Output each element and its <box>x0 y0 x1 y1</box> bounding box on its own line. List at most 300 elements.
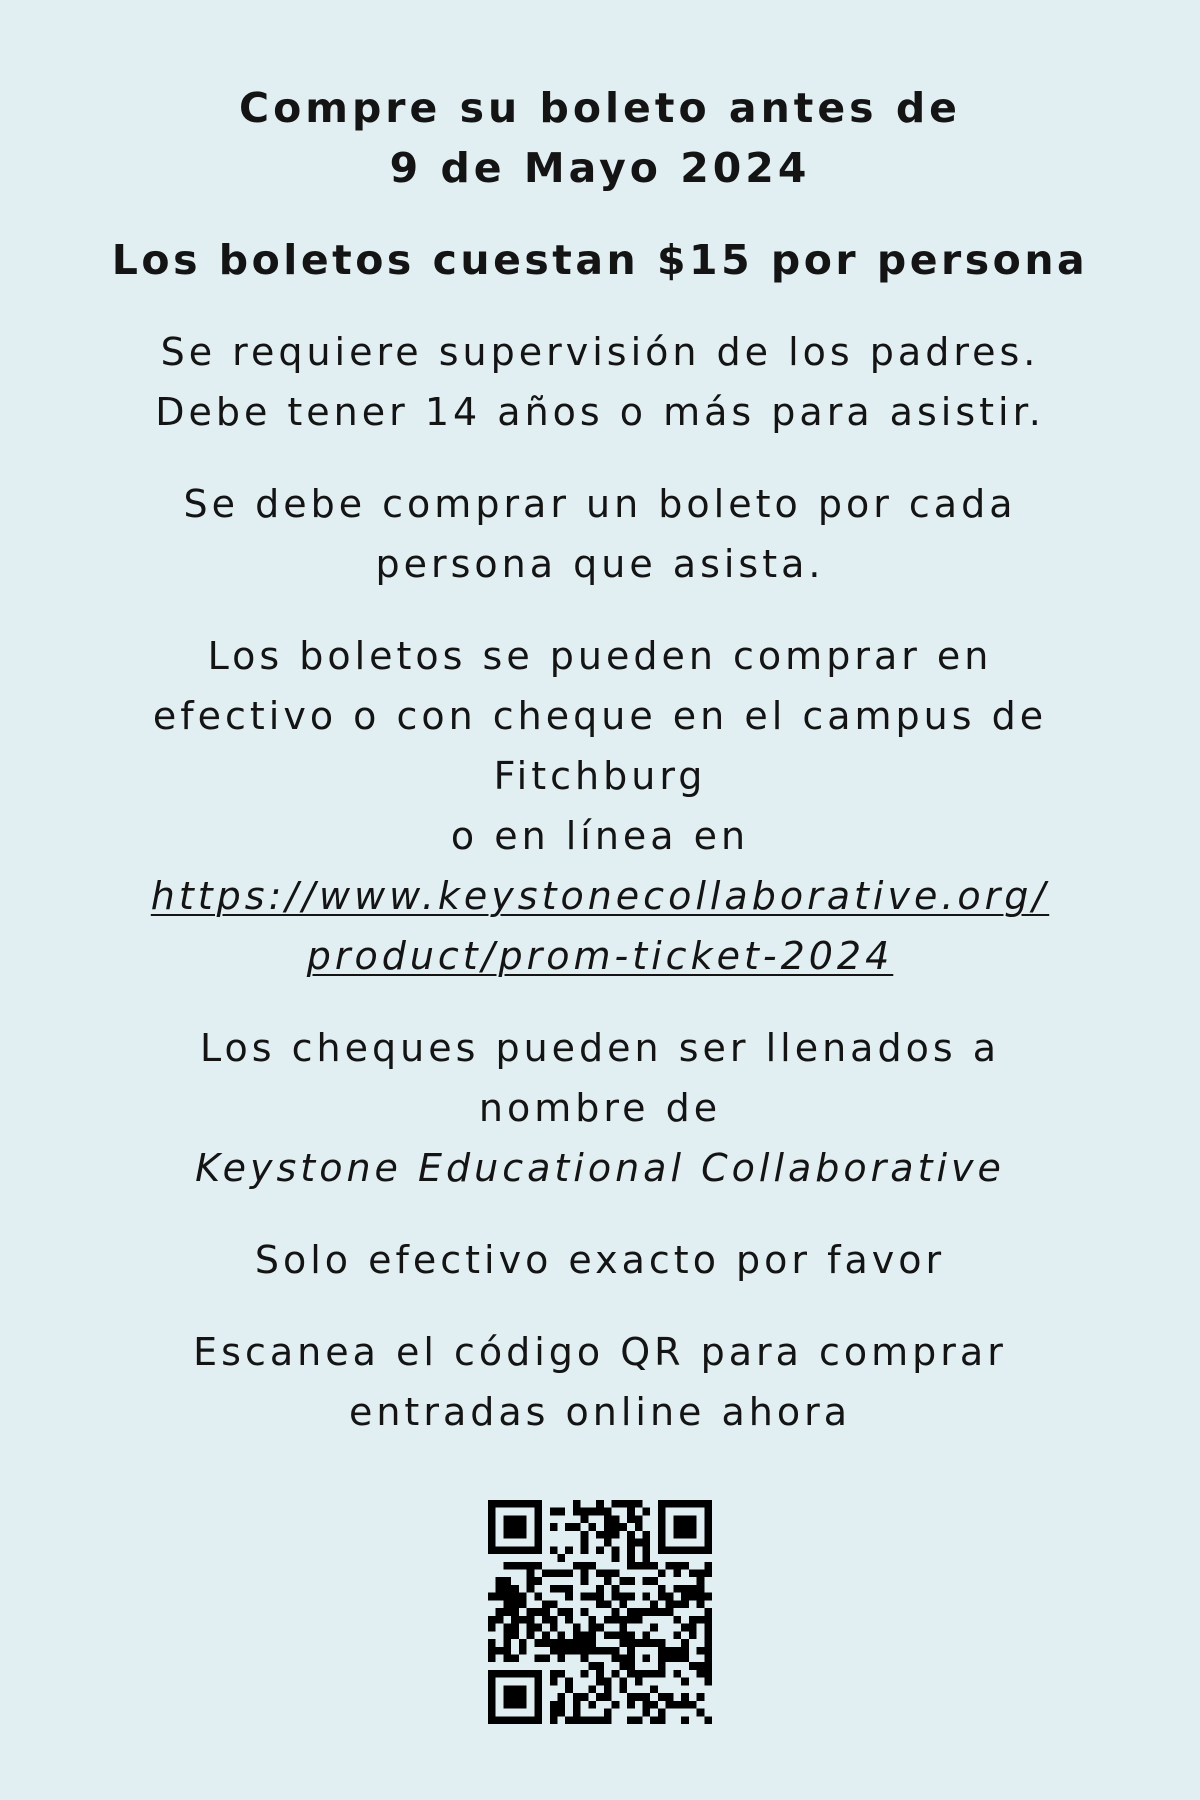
qr-module <box>558 1570 566 1578</box>
qr-module <box>558 1701 566 1709</box>
qr-module <box>573 1562 581 1570</box>
qr-module <box>635 1693 643 1701</box>
supervision-line-1: Se requiere supervisión de los padres. <box>160 330 1040 374</box>
qr-module <box>627 1662 635 1670</box>
qr-module <box>542 1631 550 1639</box>
qr-module <box>511 1716 519 1724</box>
qr-module <box>642 1654 650 1662</box>
qr-module <box>565 1523 573 1531</box>
qr-module <box>550 1670 558 1678</box>
qr-module <box>542 1616 550 1624</box>
qr-module <box>596 1600 604 1608</box>
qr-module <box>558 1670 566 1678</box>
qr-module <box>697 1662 705 1670</box>
qr-module <box>558 1554 566 1562</box>
qr-module <box>588 1662 596 1670</box>
qr-module <box>511 1600 519 1608</box>
qr-module <box>527 1500 535 1508</box>
qr-module <box>642 1577 650 1585</box>
qr-module <box>673 1701 681 1709</box>
qr-module <box>612 1515 620 1523</box>
qr-module <box>619 1593 627 1601</box>
qr-module <box>488 1685 496 1693</box>
qr-module <box>612 1546 620 1554</box>
qr-module <box>496 1670 504 1678</box>
ticket-link-line-2[interactable]: product/prom-ticket-2024 <box>306 934 894 978</box>
qr-module <box>558 1647 566 1655</box>
qr-module <box>697 1570 705 1578</box>
qr-module <box>588 1631 596 1639</box>
qr-module <box>704 1546 712 1554</box>
qr-module <box>635 1608 643 1616</box>
qr-module <box>619 1523 627 1531</box>
qr-code-graphic <box>488 1500 712 1724</box>
qr-module <box>704 1639 712 1647</box>
qr-module <box>642 1562 650 1570</box>
qr-module <box>666 1654 674 1662</box>
qr-module <box>503 1639 511 1647</box>
qr-module <box>704 1508 712 1516</box>
qr-module <box>511 1585 519 1593</box>
supervision-requirement <box>50 322 1150 442</box>
qr-module <box>596 1647 604 1655</box>
qr-module <box>488 1654 496 1662</box>
qr-module <box>596 1593 604 1601</box>
qr-module <box>619 1624 627 1632</box>
qr-module <box>612 1570 620 1578</box>
qr-module <box>519 1546 527 1554</box>
qr-module <box>704 1500 712 1508</box>
qr-module <box>519 1500 527 1508</box>
qr-module <box>681 1678 689 1686</box>
qr-module <box>488 1531 496 1539</box>
qr-module <box>704 1570 712 1578</box>
qr-module <box>503 1624 511 1632</box>
qr-module <box>488 1546 496 1554</box>
qr-module <box>581 1631 589 1639</box>
qr-module <box>704 1624 712 1632</box>
qr-module <box>573 1716 581 1724</box>
qr-code-icon[interactable] <box>488 1500 712 1724</box>
qr-module <box>697 1585 705 1593</box>
qr-module <box>704 1608 712 1616</box>
qr-module <box>635 1678 643 1686</box>
qr-module <box>612 1701 620 1709</box>
qr-module <box>503 1670 511 1678</box>
qr-module <box>488 1639 496 1647</box>
qr-module <box>488 1709 496 1717</box>
qr-module <box>697 1709 705 1717</box>
qr-module <box>689 1570 697 1578</box>
qr-module <box>627 1508 635 1516</box>
qr-module <box>565 1685 573 1693</box>
one-ticket-line-1: Se debe comprar un boleto por cada <box>183 482 1017 526</box>
qr-module <box>565 1639 573 1647</box>
qr-module <box>673 1670 681 1678</box>
heading-line-1: Compre su boleto antes de <box>238 84 961 132</box>
qr-module <box>673 1546 681 1554</box>
qr-module <box>581 1693 589 1701</box>
qr-module <box>604 1600 612 1608</box>
qr-module <box>619 1662 627 1670</box>
qr-module <box>588 1685 596 1693</box>
qr-module <box>619 1685 627 1693</box>
qr-module <box>704 1515 712 1523</box>
qr-module <box>511 1624 519 1632</box>
qr-module <box>642 1639 650 1647</box>
qr-module <box>627 1554 635 1562</box>
qr-module <box>612 1647 620 1655</box>
qr-module <box>503 1523 511 1531</box>
qr-module <box>534 1500 542 1508</box>
qr-module <box>550 1639 558 1647</box>
qr-module <box>581 1639 589 1647</box>
qr-module <box>488 1693 496 1701</box>
qr-module <box>511 1531 519 1539</box>
purchase-line-3: Fitchburg <box>493 754 707 798</box>
qr-module <box>534 1678 542 1686</box>
qr-module <box>604 1693 612 1701</box>
qr-module <box>642 1531 650 1539</box>
qr-module <box>627 1546 635 1554</box>
qr-module <box>527 1570 535 1578</box>
qr-module <box>697 1616 705 1624</box>
qr-module <box>565 1585 573 1593</box>
qr-module <box>565 1716 573 1724</box>
qr-module <box>697 1693 705 1701</box>
qr-module <box>650 1562 658 1570</box>
qr-module <box>658 1500 666 1508</box>
qr-module <box>681 1562 689 1570</box>
qr-module <box>604 1508 612 1516</box>
qr-module <box>488 1500 496 1508</box>
qr-module <box>511 1654 519 1662</box>
qr-prompt-line-1: Escanea el código QR para comprar <box>193 1330 1007 1374</box>
qr-module <box>581 1515 589 1523</box>
qr-module <box>658 1693 666 1701</box>
qr-module <box>689 1500 697 1508</box>
qr-module <box>697 1500 705 1508</box>
qr-module <box>542 1639 550 1647</box>
qr-module <box>666 1500 674 1508</box>
qr-module <box>596 1716 604 1724</box>
qr-module <box>573 1523 581 1531</box>
qr-module <box>550 1508 558 1516</box>
qr-module <box>658 1508 666 1516</box>
qr-module <box>503 1515 511 1523</box>
qr-module <box>681 1701 689 1709</box>
qr-module <box>673 1523 681 1531</box>
qr-module <box>642 1701 650 1709</box>
qr-module <box>596 1570 604 1578</box>
qr-module <box>519 1647 527 1655</box>
qr-prompt <box>50 1322 1150 1442</box>
qr-module <box>666 1546 674 1554</box>
qr-module <box>542 1570 550 1578</box>
qr-module <box>650 1701 658 1709</box>
qr-module <box>588 1616 596 1624</box>
qr-module <box>588 1716 596 1724</box>
qr-module <box>666 1600 674 1608</box>
qr-module <box>503 1693 511 1701</box>
qr-module <box>604 1647 612 1655</box>
qr-module <box>627 1631 635 1639</box>
qr-module <box>519 1562 527 1570</box>
qr-module <box>488 1701 496 1709</box>
qr-module <box>511 1701 519 1709</box>
qr-module <box>689 1523 697 1531</box>
qr-prompt-line-2: entradas online ahora <box>348 1390 852 1434</box>
qr-module <box>596 1546 604 1554</box>
qr-module <box>503 1608 511 1616</box>
qr-module <box>511 1616 519 1624</box>
qr-module <box>511 1500 519 1508</box>
qr-module <box>527 1562 535 1570</box>
qr-module <box>503 1593 511 1601</box>
heading-line-2: 9 de Mayo 2024 <box>389 144 811 192</box>
qr-module <box>697 1593 705 1601</box>
qr-module <box>635 1670 643 1678</box>
qr-module <box>681 1639 689 1647</box>
qr-module <box>496 1716 504 1724</box>
qr-module <box>619 1631 627 1639</box>
qr-module <box>534 1531 542 1539</box>
qr-module <box>511 1631 519 1639</box>
qr-module <box>496 1616 504 1624</box>
qr-module <box>511 1693 519 1701</box>
qr-module <box>704 1616 712 1624</box>
qr-module <box>496 1647 504 1655</box>
qr-module <box>581 1562 589 1570</box>
qr-module <box>573 1709 581 1717</box>
qr-module <box>519 1531 527 1539</box>
qr-module <box>588 1647 596 1655</box>
qr-module <box>496 1585 504 1593</box>
qr-module <box>534 1709 542 1717</box>
qr-module <box>503 1600 511 1608</box>
qr-module <box>627 1701 635 1709</box>
qr-module <box>604 1570 612 1578</box>
qr-module <box>612 1500 620 1508</box>
qr-module <box>519 1639 527 1647</box>
qr-module <box>596 1678 604 1686</box>
qr-module <box>534 1508 542 1516</box>
qr-module <box>642 1709 650 1717</box>
qr-module <box>496 1546 504 1554</box>
qr-module <box>689 1515 697 1523</box>
qr-module <box>627 1616 635 1624</box>
qr-module <box>673 1531 681 1539</box>
qr-module <box>604 1716 612 1724</box>
qr-module <box>635 1515 643 1523</box>
qr-module <box>534 1654 542 1662</box>
qr-module <box>534 1701 542 1709</box>
qr-module <box>681 1500 689 1508</box>
qr-module <box>658 1654 666 1662</box>
qr-module <box>612 1616 620 1624</box>
qr-module <box>627 1515 635 1523</box>
qr-module <box>658 1546 666 1554</box>
qr-module <box>619 1678 627 1686</box>
qr-module <box>573 1693 581 1701</box>
qr-module <box>503 1647 511 1655</box>
qr-module <box>534 1693 542 1701</box>
qr-module <box>550 1709 558 1717</box>
qr-module <box>558 1608 566 1616</box>
qr-module <box>635 1523 643 1531</box>
qr-module <box>627 1654 635 1662</box>
qr-module <box>542 1608 550 1616</box>
qr-module <box>527 1616 535 1624</box>
qr-module <box>681 1693 689 1701</box>
qr-module <box>681 1654 689 1662</box>
qr-module <box>650 1685 658 1693</box>
qr-module <box>650 1577 658 1585</box>
qr-module <box>542 1600 550 1608</box>
qr-module <box>658 1639 666 1647</box>
qr-module <box>666 1608 674 1616</box>
qr-module <box>635 1500 643 1508</box>
qr-module <box>627 1693 635 1701</box>
qr-module <box>573 1500 581 1508</box>
qr-module <box>581 1570 589 1578</box>
qr-module <box>650 1716 658 1724</box>
qr-module <box>666 1693 674 1701</box>
purchase-line-2: efectivo o con cheque en el campus de <box>152 694 1048 738</box>
qr-module <box>596 1531 604 1539</box>
ticket-price: Los boletos cuestan $15 por persona <box>111 236 1089 284</box>
qr-module <box>503 1701 511 1709</box>
qr-module <box>596 1662 604 1670</box>
qr-module <box>681 1546 689 1554</box>
qr-module <box>527 1670 535 1678</box>
qr-module <box>596 1624 604 1632</box>
qr-module <box>534 1562 542 1570</box>
qr-module <box>519 1600 527 1608</box>
qr-module <box>503 1716 511 1724</box>
qr-module <box>534 1716 542 1724</box>
qr-module <box>689 1662 697 1670</box>
qr-module <box>596 1693 604 1701</box>
qr-module <box>673 1631 681 1639</box>
qr-module <box>681 1515 689 1523</box>
qr-module <box>488 1508 496 1516</box>
qr-module <box>689 1701 697 1709</box>
exact-cash-note: Solo efectivo exacto por favor <box>254 1238 946 1282</box>
qr-module <box>642 1508 650 1516</box>
qr-module <box>550 1716 558 1724</box>
qr-module <box>658 1523 666 1531</box>
qr-module <box>658 1647 666 1655</box>
qr-module <box>519 1616 527 1624</box>
qr-module <box>550 1624 558 1632</box>
check-payee-info <box>50 1018 1150 1198</box>
qr-module <box>666 1593 674 1601</box>
qr-module <box>503 1685 511 1693</box>
qr-module <box>697 1577 705 1585</box>
qr-module <box>612 1654 620 1662</box>
qr-module <box>527 1631 535 1639</box>
qr-module <box>596 1670 604 1678</box>
qr-module <box>550 1585 558 1593</box>
qr-module <box>689 1531 697 1539</box>
qr-module <box>704 1523 712 1531</box>
qr-module <box>527 1577 535 1585</box>
qr-module <box>704 1647 712 1655</box>
qr-module <box>697 1546 705 1554</box>
qr-module <box>673 1654 681 1662</box>
qr-module <box>550 1616 558 1624</box>
qr-module <box>650 1639 658 1647</box>
check-payee-name: Keystone Educational Collaborative <box>195 1146 1005 1190</box>
qr-module <box>627 1562 635 1570</box>
qr-module <box>658 1515 666 1523</box>
qr-module <box>650 1600 658 1608</box>
qr-module <box>612 1531 620 1539</box>
qr-module <box>519 1523 527 1531</box>
qr-module <box>511 1593 519 1601</box>
purchase-options <box>50 626 1150 986</box>
qr-module <box>689 1616 697 1624</box>
qr-module <box>488 1539 496 1547</box>
qr-module <box>527 1624 535 1632</box>
qr-module <box>619 1639 627 1647</box>
qr-module <box>627 1539 635 1547</box>
qr-module <box>511 1515 519 1523</box>
qr-module <box>565 1593 573 1601</box>
qr-module <box>650 1624 658 1632</box>
qr-module <box>519 1693 527 1701</box>
qr-module <box>642 1608 650 1616</box>
qr-module <box>619 1600 627 1608</box>
ticket-link-line-1[interactable]: https://www.keystonecollaborative.org/ <box>150 874 1050 918</box>
qr-module <box>588 1508 596 1516</box>
qr-module <box>604 1577 612 1585</box>
qr-module <box>604 1515 612 1523</box>
qr-module <box>689 1546 697 1554</box>
qr-module <box>558 1693 566 1701</box>
qr-module <box>488 1670 496 1678</box>
qr-module <box>627 1670 635 1678</box>
qr-module <box>666 1701 674 1709</box>
qr-module <box>496 1577 504 1585</box>
qr-module <box>503 1531 511 1539</box>
qr-module <box>635 1562 643 1570</box>
qr-module <box>635 1716 643 1724</box>
qr-module <box>642 1593 650 1601</box>
qr-module <box>534 1515 542 1523</box>
qr-module <box>534 1624 542 1632</box>
qr-module <box>534 1593 542 1601</box>
qr-module <box>642 1670 650 1678</box>
qr-module <box>681 1531 689 1539</box>
qr-module <box>612 1585 620 1593</box>
qr-module <box>604 1531 612 1539</box>
qr-module <box>488 1515 496 1523</box>
qr-module <box>534 1523 542 1531</box>
qr-module <box>488 1624 496 1632</box>
qr-module <box>550 1546 558 1554</box>
qr-module <box>627 1716 635 1724</box>
qr-module <box>496 1500 504 1508</box>
qr-module <box>527 1716 535 1724</box>
qr-module <box>627 1577 635 1585</box>
qr-module <box>604 1678 612 1686</box>
qr-module <box>612 1554 620 1562</box>
qr-module <box>697 1600 705 1608</box>
qr-module <box>503 1546 511 1554</box>
qr-module <box>534 1639 542 1647</box>
